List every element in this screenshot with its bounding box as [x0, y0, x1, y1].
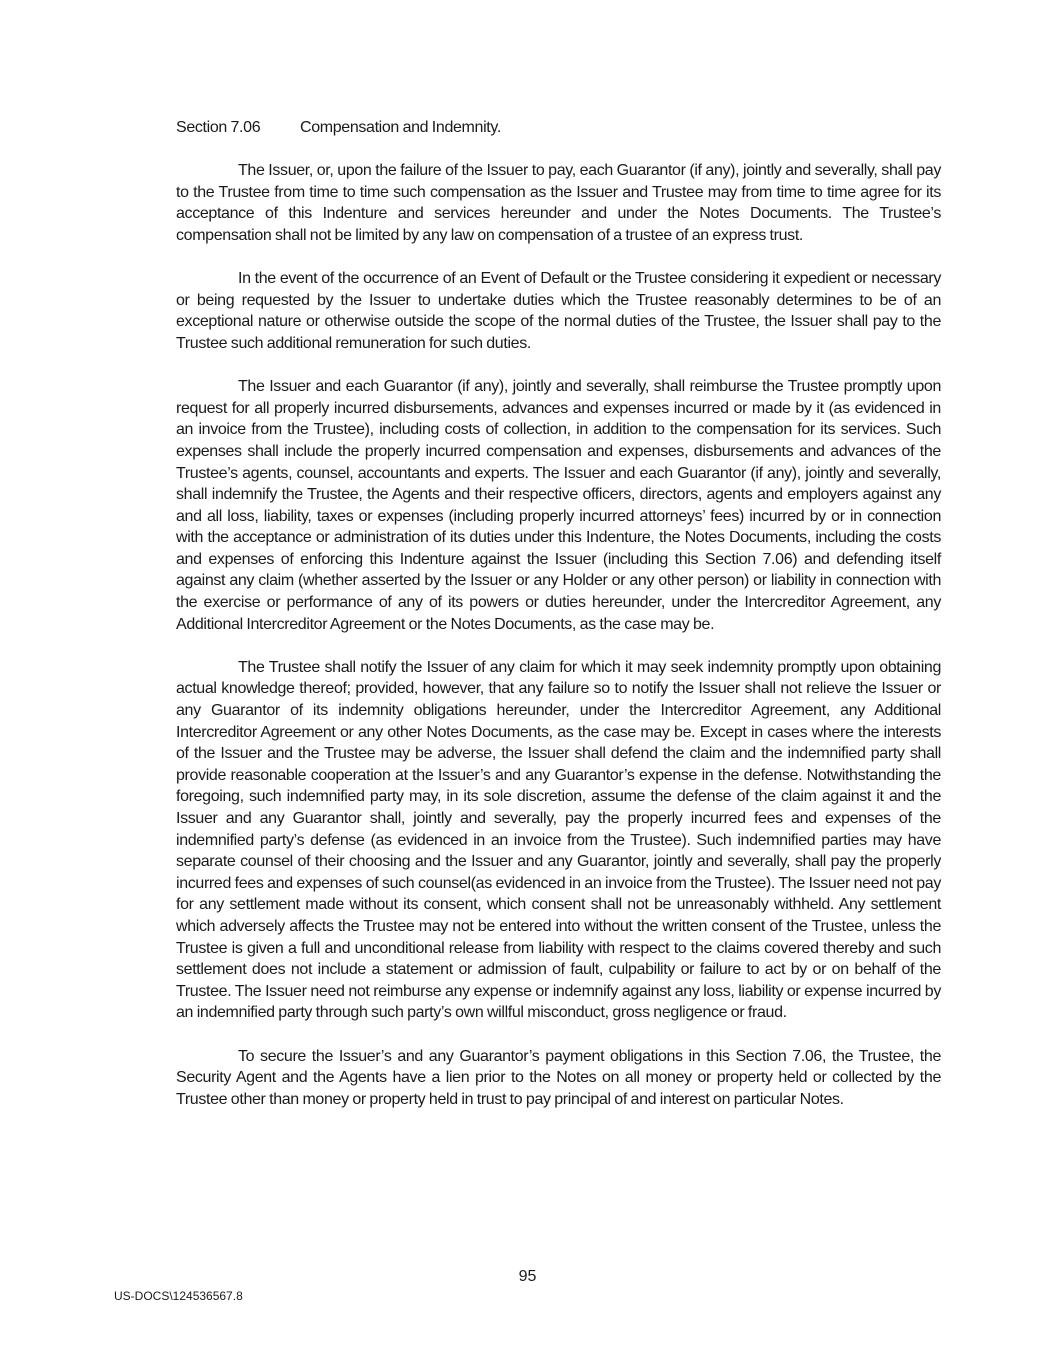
paragraph-lien: To secure the Issuer’s and any Guarantor’s payment obligations in this Section 7.06, the Trustee, the Security Agent and the Agents have a lien prior to the Notes on all money or property held or collected by the Trustee other than money or property held in trust to pay principal of and interest on particular Notes.: [176, 1047, 941, 1108]
section-title: Compensation and Indemnity.: [300, 119, 501, 136]
paragraph-claim-notification: The Trustee shall notify the Issuer of any claim for which it may seek indemnity promptly upon obtaining actual knowledge thereof; provided, however, that any failure so to notify the Issuer shall not relieve the Issuer or any Guarantor of its indemnity obligations hereunder, under the Intercreditor Agreement, any Additional Intercreditor Agreement or any other Notes Documents, as the case may be. Except in cases where the interests of the Issuer and the Trustee may be adverse, the Issuer shall defend the claim and the indemnified party shall provide reasonable cooperation at the Issuer’s and any Guarantor’s expense in the defense. Notwithstanding the foregoing, such indemnified party may, in its sole discretion, assume the defense of the claim against it and the Issuer and any Guarantor shall, jointly and severally, pay the properly incurred fees and expenses of the indemnified party’s defense (as evidenced in an invoice from the Trustee). Such indemnified parties may have separate counsel of their choosing and the Issuer and any Guarantor, jointly and severally, shall pay the properly incurred fees and expenses of such counsel(as evidenced in an invoice from the Trustee). The Issuer need not pay for any settlement made without its consent, which consent shall not be unreasonably withheld. Any settlement which adversely affects the Trustee may not be entered into without the written consent of the Trustee, unless the Trustee is given a full and unconditional release from liability with respect to the claims covered thereby and such settlement does not include a statement or admission of fault, culpability or failure to act by or on behalf of the Trustee. The Issuer need not reimburse any expense or indemnify against any loss, liability or expense incurred by an indemnified party through such party’s own willful misconduct, gross negligence or fraud.: [176, 658, 941, 1022]
paragraph-compensation: The Issuer, or, upon the failure of the Issuer to pay, each Guarantor (if any), jointly and severally, shall pay to the Trustee from time to time such compensation as the Issuer and Trustee may from time to time agree for its acceptance of this Indenture and services hereunder and under the Notes Documents. The Trustee’s compensation shall not be limited by any law on compensation of a trustee of an express trust.: [176, 162, 941, 244]
document-body: [176, 117, 941, 1132]
paragraph-reimbursement-indemnity: The Issuer and each Guarantor (if any), jointly and severally, shall reimburse the Trustee promptly upon request for all properly incurred disbursements, advances and expenses incurred or made by it (as evidenced in an invoice from the Trustee), including costs of collection, in addition to the compensation for its services. Such expenses shall include the properly incurred compensation and expenses, disbursements and advances of the Trustee’s agents, counsel, accountants and experts. The Issuer and each Guarantor (if any), jointly and severally, shall indemnify the Trustee, the Agents and their respective officers, directors, agents and employers against any and all loss, liability, taxes or expenses (including properly incurred attorneys’ fees) incurred by or in connection with the acceptance or administration of its duties under this Indenture, the Notes Documents, including the costs and expenses of enforcing this Indenture against the Issuer (including this Section 7.06) and defending itself against any claim (whether asserted by the Issuer or any Holder or any other person) or liability in connection with the exercise or performance of any of its powers or duties hereunder, under the Intercreditor Agreement, any Additional Intercreditor Agreement or the Notes Documents, as the case may be.: [176, 378, 941, 633]
paragraph-additional-remuneration: In the event of the occurrence of an Event of Default or the Trustee considering it expedient or necessary or being requested by the Issuer to undertake duties which the Trustee reasonably determines to be of an exceptional nature or otherwise outside the scope of the normal duties of the Trustee, the Issuer shall pay to the Trustee such additional remuneration for such duties.: [176, 270, 941, 352]
section-number: Section 7.06: [176, 119, 261, 136]
page-number: 95: [518, 1268, 537, 1285]
section-heading: [176, 117, 941, 139]
document-id: US-DOCS\124536567.8: [114, 1289, 243, 1303]
